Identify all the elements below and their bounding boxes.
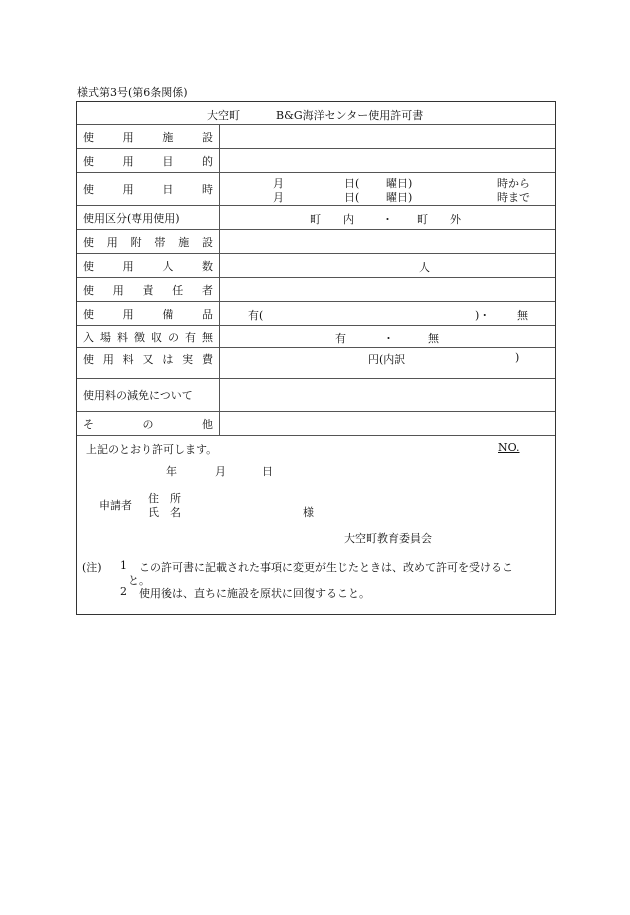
row-fee bbox=[77, 348, 555, 379]
permit-number[interactable]: NO. bbox=[498, 441, 520, 454]
entrance-yes[interactable]: 有 bbox=[335, 332, 346, 345]
label-manager: 使 用 責 任 者 bbox=[77, 278, 220, 301]
to-day: 日( bbox=[344, 191, 360, 204]
reduction-field[interactable] bbox=[220, 379, 555, 411]
equipment-close: )・ bbox=[475, 309, 491, 322]
from-month: 月 bbox=[273, 177, 284, 190]
honorific: 様 bbox=[303, 506, 314, 519]
equipment-no[interactable]: 無 bbox=[517, 309, 528, 322]
other-field[interactable] bbox=[220, 412, 555, 435]
name-label: 氏 名 bbox=[148, 506, 181, 519]
form-title bbox=[77, 102, 555, 125]
people-unit: 人 bbox=[419, 261, 430, 274]
attached-field[interactable] bbox=[220, 230, 555, 253]
label-purpose: 使 用 目 的 bbox=[77, 149, 220, 172]
label-reduction: 使用料の減免について bbox=[77, 379, 220, 411]
note-1-continued: と。 bbox=[128, 574, 150, 587]
row-category bbox=[77, 206, 555, 230]
label-fee: 使 用 料 又 は 実 費 bbox=[77, 348, 220, 378]
equipment-yes[interactable]: 有( bbox=[248, 309, 264, 322]
entrance-field[interactable] bbox=[220, 326, 555, 347]
row-manager bbox=[77, 278, 555, 302]
row-purpose bbox=[77, 149, 555, 173]
row-other bbox=[77, 412, 555, 436]
row-equipment bbox=[77, 302, 555, 326]
note-2-number: 2 bbox=[120, 585, 127, 598]
equipment-field[interactable] bbox=[220, 302, 555, 325]
from-time: 時から bbox=[497, 177, 530, 190]
label-people: 使 用 人 数 bbox=[77, 254, 220, 277]
entrance-separator: ・ bbox=[383, 332, 394, 345]
row-entrance bbox=[77, 326, 555, 348]
people-field[interactable] bbox=[220, 254, 555, 277]
manager-field[interactable] bbox=[220, 278, 555, 301]
label-category: 使用区分(専用使用) bbox=[77, 206, 220, 229]
permit-month: 月 bbox=[215, 465, 226, 478]
fee-close: ) bbox=[515, 351, 520, 364]
entrance-no[interactable]: 無 bbox=[428, 332, 439, 345]
label-entrance: 入 場 料 徴 収 の 有 無 bbox=[77, 326, 220, 347]
from-weekday: 曜日) bbox=[386, 177, 413, 190]
permit-day: 日 bbox=[262, 465, 273, 478]
fee-field[interactable] bbox=[220, 348, 555, 378]
from-day: 日( bbox=[344, 177, 360, 190]
title-name: B&G海洋センター使用許可書 bbox=[276, 109, 424, 122]
facility-field[interactable] bbox=[220, 125, 555, 148]
row-attached bbox=[77, 230, 555, 254]
datetime-field[interactable] bbox=[220, 173, 555, 205]
note-2-text: 使用後は、直ちに施設を原状に回復すること。 bbox=[139, 587, 370, 600]
row-facility bbox=[77, 125, 555, 149]
permit-form bbox=[76, 101, 556, 615]
label-equipment: 使 用 備 品 bbox=[77, 302, 220, 325]
out-town-option[interactable]: 町 外 bbox=[417, 213, 461, 226]
applicant-label: 申請者 bbox=[99, 499, 132, 512]
category-separator: ・ bbox=[382, 213, 393, 226]
fee-yen: 円(内訳 bbox=[368, 353, 406, 366]
category-field[interactable] bbox=[220, 206, 555, 229]
row-people bbox=[77, 254, 555, 278]
note-prefix: (注) bbox=[82, 561, 102, 574]
note-1-number: 1 bbox=[120, 559, 127, 572]
in-town-option[interactable]: 町 内 bbox=[310, 213, 354, 226]
form-number-label: 様式第3号(第6条関係) bbox=[77, 86, 188, 99]
permit-year: 年 bbox=[166, 465, 177, 478]
to-time: 時まで bbox=[497, 191, 530, 204]
title-town: 大空町 bbox=[207, 109, 240, 122]
to-weekday: 曜日) bbox=[386, 191, 413, 204]
address-label: 住 所 bbox=[148, 492, 181, 505]
row-datetime bbox=[77, 173, 555, 206]
purpose-field[interactable] bbox=[220, 149, 555, 172]
label-attached: 使 用 附 帯 施 設 bbox=[77, 230, 220, 253]
label-facility: 使 用 施 設 bbox=[77, 125, 220, 148]
note-1-text: この許可書に記載された事項に変更が生じたときは、改めて許可を受けるこ bbox=[139, 561, 513, 574]
to-month: 月 bbox=[273, 191, 284, 204]
label-datetime: 使 用 日 時 bbox=[77, 173, 220, 205]
issuer: 大空町教育委員会 bbox=[344, 532, 432, 545]
row-reduction bbox=[77, 379, 555, 412]
permit-text: 上記のとおり許可します。 bbox=[86, 443, 218, 456]
label-other: そ の 他 bbox=[77, 412, 220, 435]
